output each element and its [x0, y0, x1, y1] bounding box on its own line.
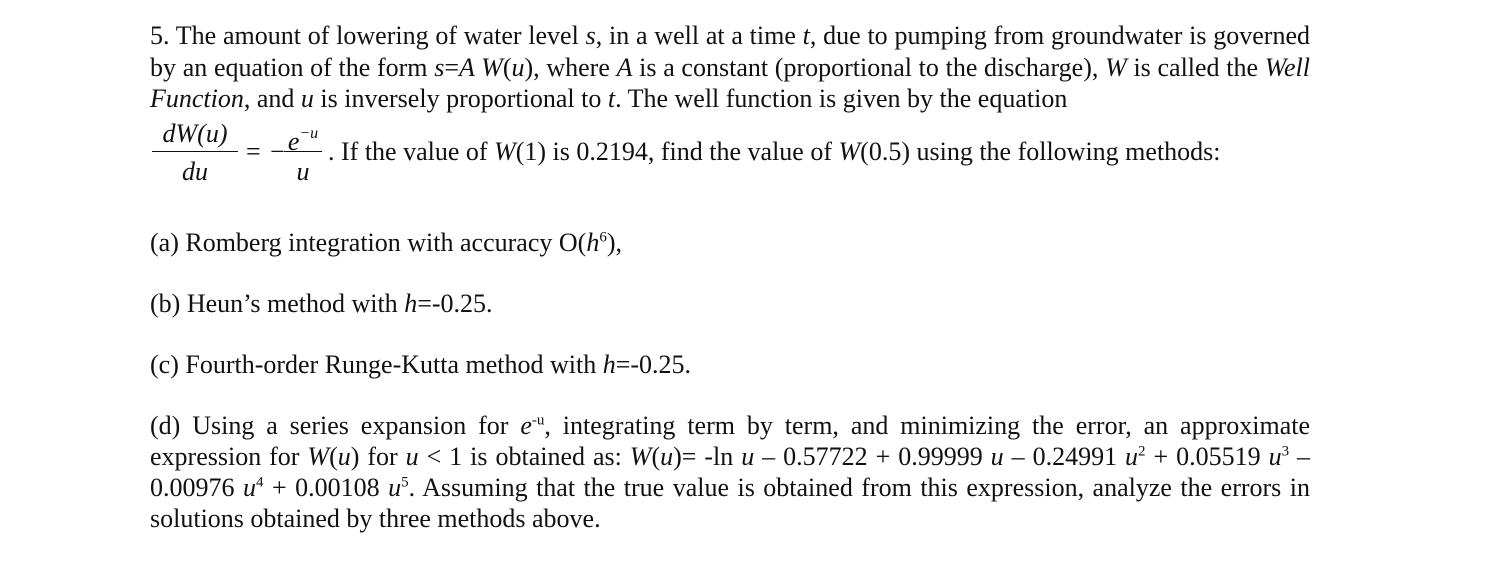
text-segment: (1) is 0.2194, find the value of — [515, 136, 839, 166]
var-h: h — [404, 289, 418, 318]
var-u: u — [388, 473, 402, 502]
text-segment: + 0.05519 — [1145, 442, 1269, 471]
var-u: u — [242, 473, 256, 502]
text-segment: 5. The amount of lowering of water level — [150, 21, 586, 50]
text-segment: = — [444, 52, 460, 82]
equation-trailing-text — [328, 137, 1221, 167]
problem-statement — [150, 20, 1311, 533]
text-segment: ( — [502, 52, 512, 82]
minus-sign: − — [270, 136, 285, 166]
text-segment: ( — [651, 442, 661, 471]
var-u: u — [741, 442, 755, 471]
var-u: u — [1125, 442, 1139, 471]
var-u: u — [660, 442, 674, 471]
exponent: 4 — [255, 474, 264, 491]
text-segment: (0.5) using the following methods: — [860, 136, 1221, 166]
part-a — [150, 228, 622, 258]
text-segment: , in a well at a time — [595, 21, 803, 50]
exponent: 6 — [599, 229, 607, 246]
text-segment: , due to pumping from groundwater is governed by an equation of the form — [150, 21, 1310, 82]
text-segment: (a) Romberg integration with accuracy O( — [150, 228, 587, 257]
text-segment: – 0.57722 + 0.99999 — [754, 442, 991, 471]
var-h: h — [586, 228, 600, 257]
text-segment: . The well function is given by the equation — [615, 84, 1068, 113]
rhs-numerator — [284, 117, 322, 156]
text-segment: )= -ln — [673, 442, 742, 471]
text-segment: . Assuming that the true value is obtained from this expression, analyze the errors in solutions obtained by three methods above. — [150, 473, 1310, 533]
var-t: t — [802, 21, 810, 50]
text-segment: ) for — [350, 442, 406, 471]
lhs-numerator: dW(u) — [162, 118, 228, 148]
exponent: −u — [299, 124, 319, 142]
text-segment: is a constant (proportional to the discharge), — [632, 52, 1106, 82]
text-segment: . If the value of — [328, 136, 495, 166]
text-segment: , integrating term by term, and minimizing the error, an approximate expression for — [150, 411, 1310, 471]
exponent: 3 — [1281, 443, 1290, 460]
var-s: s — [585, 21, 596, 50]
var-a-w: A W — [459, 52, 503, 82]
term-well-function: Well Function — [150, 52, 1310, 113]
part-d — [150, 410, 1310, 534]
lhs-fraction — [152, 117, 238, 188]
exponent: 5 — [401, 474, 409, 491]
text-segment: < 1 is obtained as: — [418, 442, 630, 471]
var-u: u — [337, 442, 351, 471]
exponent: 2 — [1138, 443, 1146, 460]
text-segment: (d) Using a series expansion for — [150, 411, 521, 440]
text-segment: (c) Fourth-order Runge-Kutta method with — [150, 350, 603, 379]
text-segment: – 0.24991 — [1003, 442, 1126, 471]
var-w: W — [494, 136, 516, 166]
lhs-denominator: du — [182, 156, 208, 186]
var-h: h — [602, 350, 616, 379]
exp-base-e: e — [287, 126, 300, 156]
text-segment: , and — [243, 84, 301, 113]
equals-sign: = — [246, 136, 261, 166]
text-segment: ( — [329, 442, 338, 471]
var-t: t — [607, 84, 616, 113]
differential-equation — [150, 117, 1310, 199]
var-u: u — [1268, 442, 1282, 471]
text-segment: (b) Heun’s method with — [150, 289, 405, 318]
part-c — [150, 350, 691, 380]
var-s: s — [434, 52, 445, 82]
text-segment: is called the — [1126, 52, 1265, 82]
var-a: A — [616, 52, 633, 82]
part-b — [150, 289, 493, 319]
text-segment: – 0.00976 — [150, 442, 1311, 502]
rhs-fraction — [284, 117, 322, 188]
exponent: -u — [531, 412, 545, 429]
problem-intro-paragraph — [150, 20, 1310, 115]
var-w: W — [1105, 52, 1127, 82]
exp-base-e: e — [520, 411, 532, 440]
text-segment: ), — [606, 228, 622, 257]
rhs-denominator: u — [296, 156, 310, 186]
var-u: u — [511, 52, 525, 82]
text-segment: =-0.25. — [615, 350, 692, 379]
var-w: W — [307, 442, 330, 471]
var-w: W — [838, 136, 861, 166]
text-segment: is inversely proportional to — [313, 84, 608, 113]
var-w: W — [629, 442, 652, 471]
text-segment: + 0.00108 — [263, 473, 389, 502]
var-u: u — [990, 442, 1004, 471]
text-segment: ), where — [524, 52, 617, 82]
var-u: u — [300, 84, 314, 113]
var-u: u — [405, 442, 419, 471]
text-segment: =-0.25. — [417, 289, 493, 318]
